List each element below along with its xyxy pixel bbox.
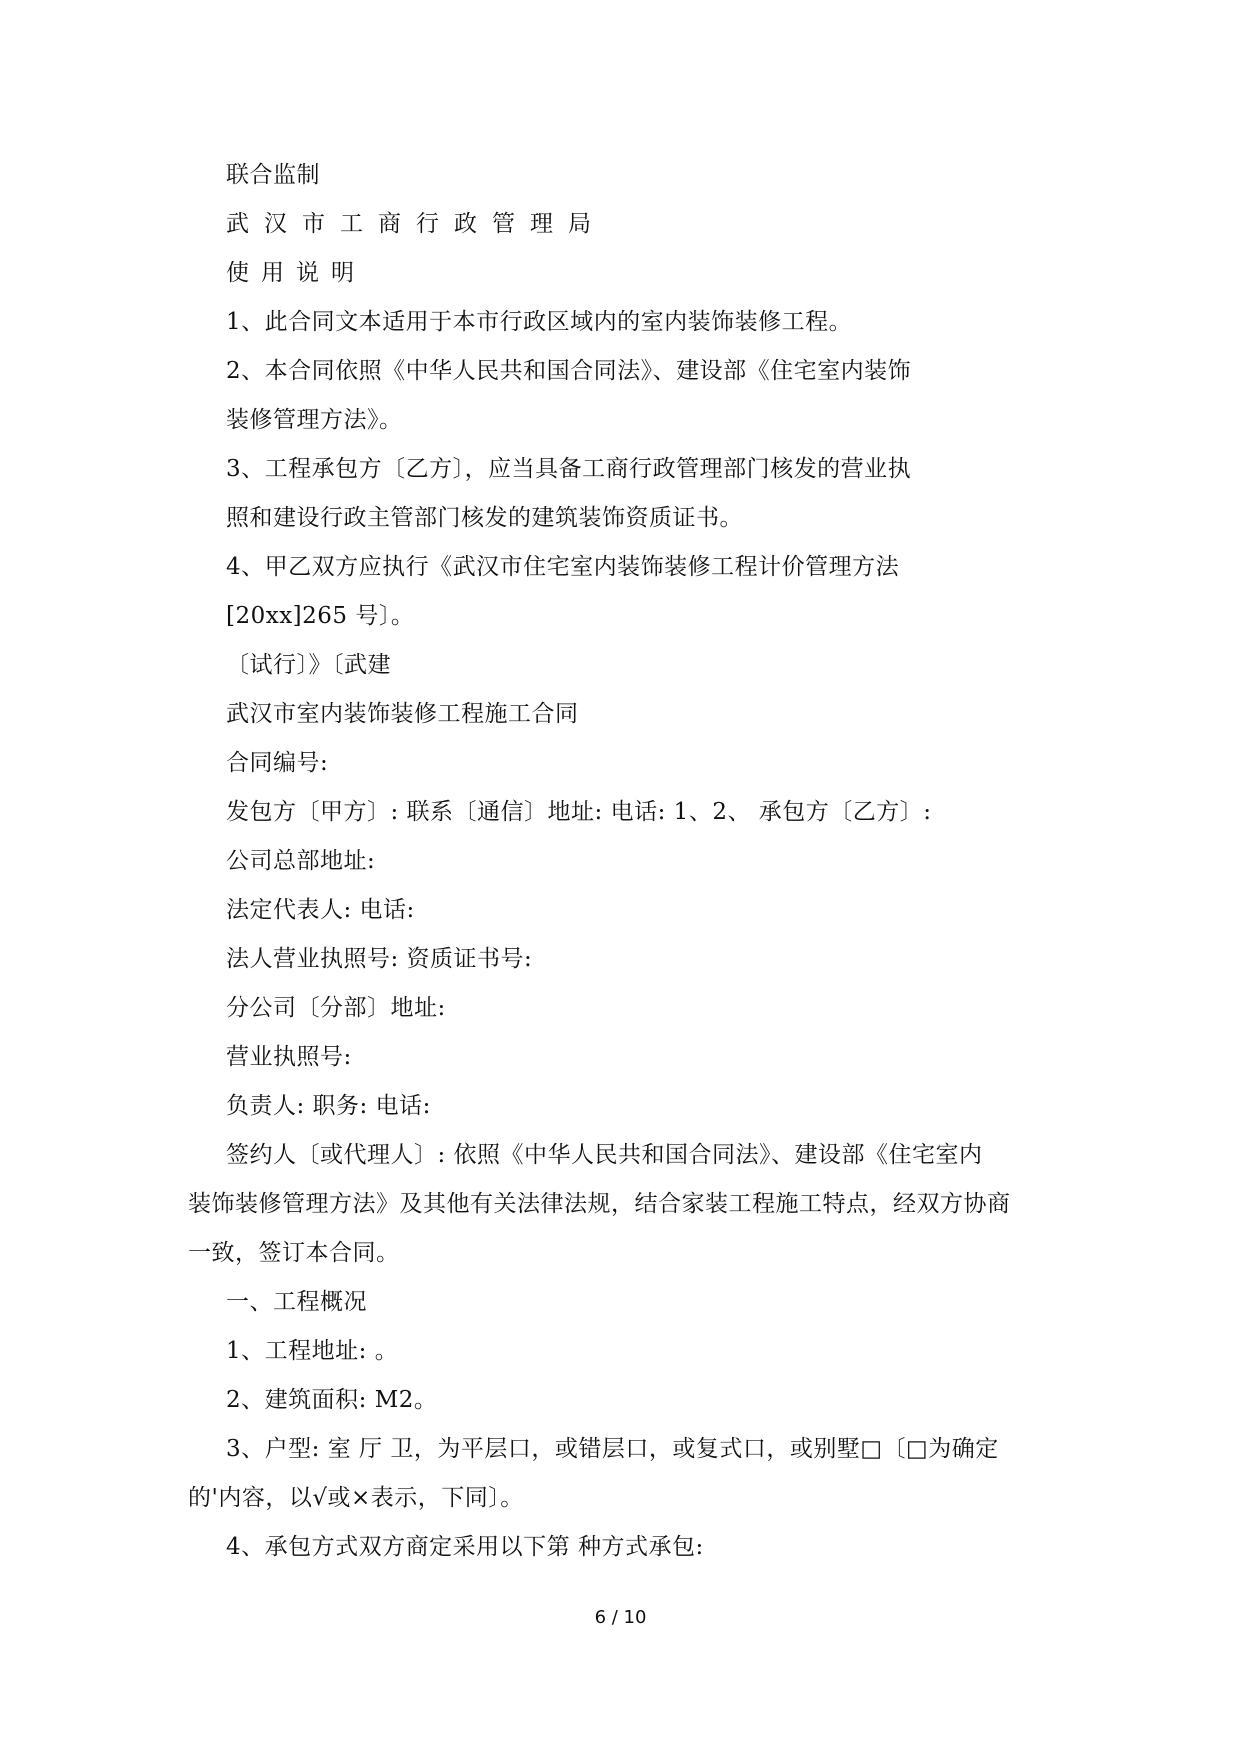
line-section-overview: 一、工程概况 [226, 1289, 367, 1315]
line-unit-type-b: 的'内容，以√或×表示，下同〕。 [188, 1485, 524, 1511]
line-contract-title: 武汉市室内装饰装修工程施工合同 [226, 701, 579, 727]
line-unit-type-a: 3、户型: 室 厅 卫，为平层口，或错层口，或复式口，或别墅□〔□为确定 [226, 1436, 999, 1462]
line-contract-number: 合同编号: [226, 750, 329, 776]
line-usage-3a: 3、工程承包方〔乙方〕，应当具备工商行政管理部门核发的营业执 [226, 456, 912, 482]
line-signatory-c: 一致，签订本合同。 [188, 1240, 400, 1266]
line-license-number: 营业执照号: [226, 1044, 352, 1070]
line-parties: 发包方〔甲方〕: 联系〔通信〕地址: 电话: 1、2、 承包方〔乙方〕: [226, 799, 932, 825]
line-usage-2b: 装修管理方法》。 [226, 407, 403, 433]
line-usage-3b: 照和建设行政主管部门核发的建筑装饰资质证书。 [226, 505, 743, 531]
line-signatory-a: 签约人〔或代理人〕: 依照《中华人民共和国合同法》、建设部《住宅室内 [226, 1142, 983, 1168]
line-floor-area: 2、建筑面积: M2。 [226, 1387, 438, 1413]
line-joint-supervision: 联合监制 [226, 162, 320, 188]
line-usage-4b: [20xx]265 号〕。 [226, 603, 415, 629]
line-usage-4c: 〔试行〕》〔武建 [226, 652, 391, 678]
line-hq-address: 公司总部地址: [226, 848, 376, 874]
line-signatory-b: 装饰装修管理方法》及其他有关法律法规，结合家装工程施工特点，经双方协商 [188, 1191, 1011, 1217]
line-usage-1: 1、此合同文本适用于本市行政区域内的室内装饰装修工程。 [226, 309, 853, 335]
page-number: 6 / 10 [594, 1607, 647, 1628]
line-branch-address: 分公司〔分部〕地址: [226, 995, 446, 1021]
line-project-address: 1、工程地址: 。 [226, 1338, 399, 1364]
line-contract-method: 4、承包方式双方商定采用以下第 种方式承包: [226, 1534, 704, 1560]
line-usage-2a: 2、本合同依照《中华人民共和国合同法》、建设部《住宅室内装饰 [226, 358, 912, 384]
line-usage-4a: 4、甲乙双方应执行《武汉市住宅室内装饰装修工程计价管理方法 [226, 554, 900, 580]
line-usage-title: 使用说明 [226, 260, 366, 286]
line-legal-rep: 法定代表人: 电话: [226, 897, 415, 923]
line-responsible-person: 负责人: 职务: 电话: [226, 1093, 431, 1119]
line-license-cert: 法人营业执照号: 资质证书号: [226, 946, 533, 972]
line-bureau-name: 武汉市工商行政管理局 [226, 211, 606, 237]
